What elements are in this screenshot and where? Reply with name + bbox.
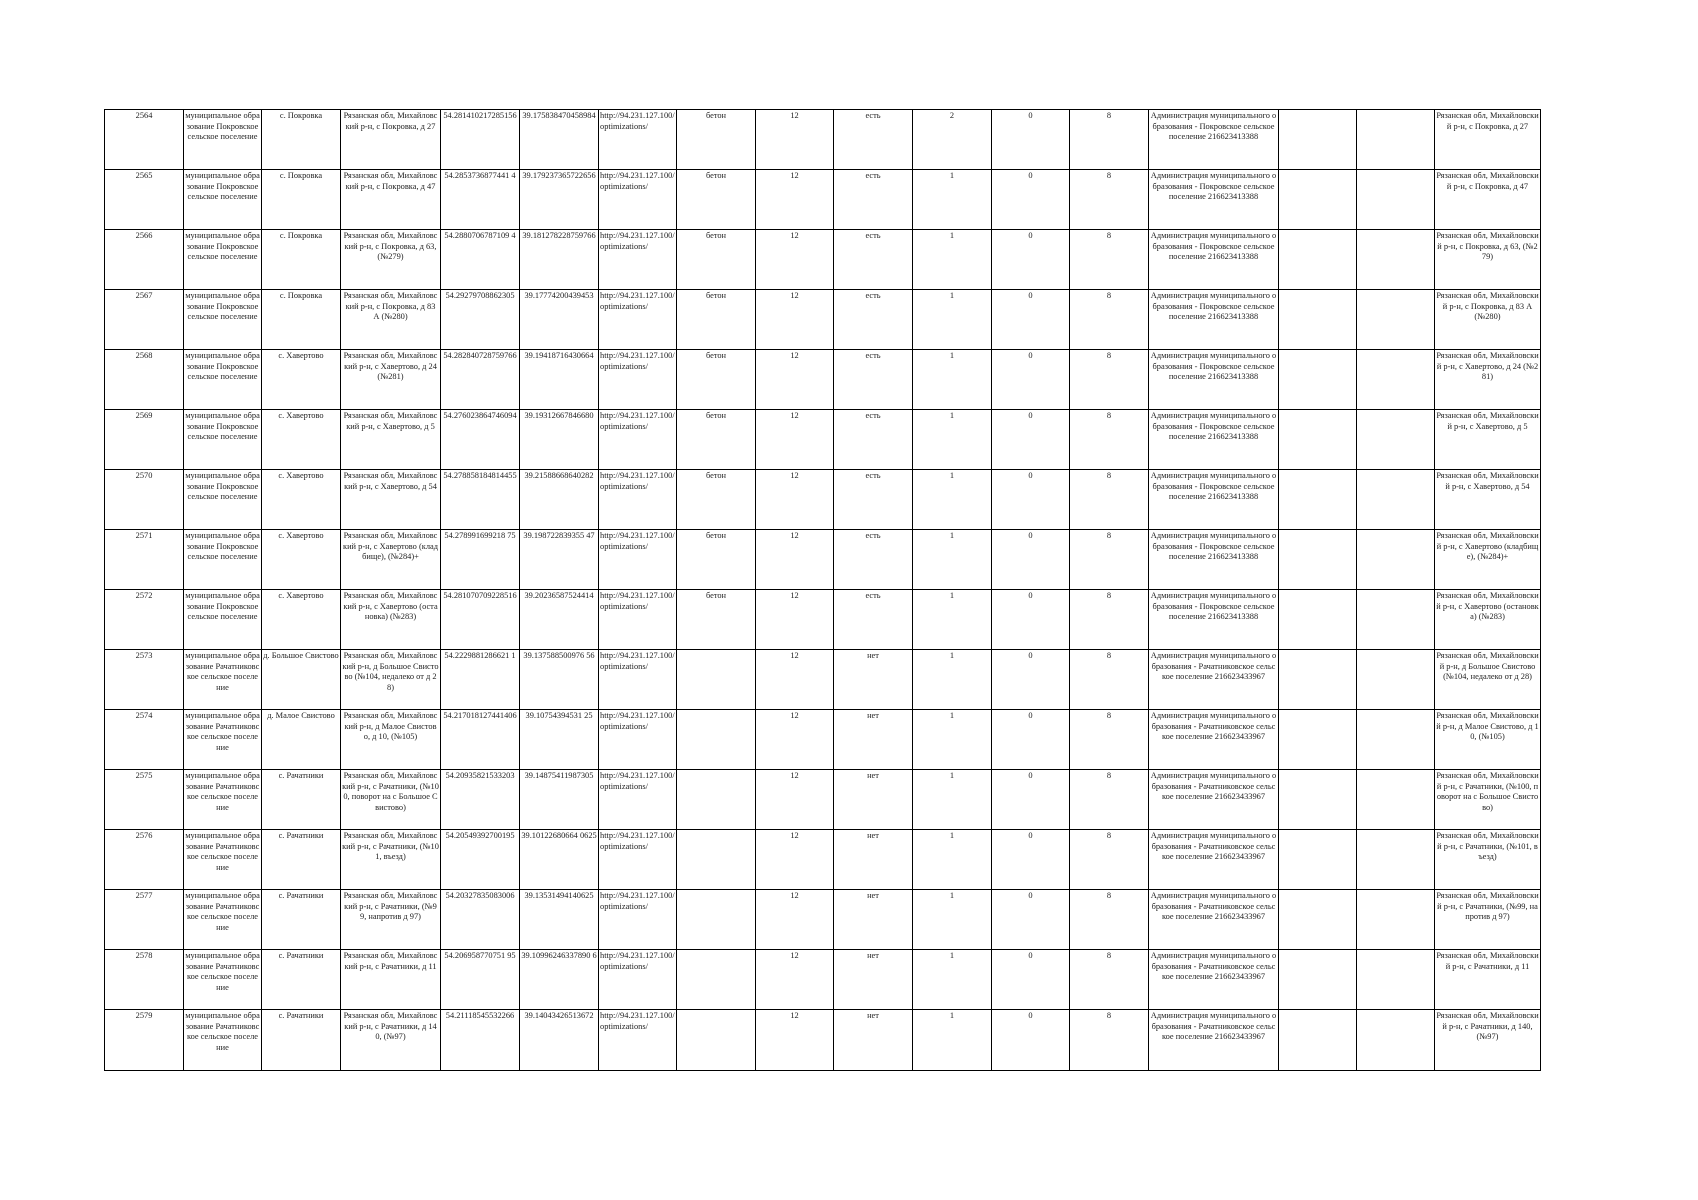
empty-cell (1279, 770, 1357, 830)
empty-cell (1357, 110, 1435, 170)
longitude: 39.181278228759766 (520, 230, 599, 290)
volume: 8 (1070, 650, 1149, 710)
photo-link[interactable]: http://94.231.127.100/optimizations/ (599, 890, 677, 950)
empty-cell (1357, 890, 1435, 950)
municipal-entity: муниципальное образование Покровское сельское поселение (184, 110, 262, 170)
latitude: 54.206958770751 95 (441, 950, 520, 1010)
municipal-entity: муниципальное образование Покровское сельское поселение (184, 470, 262, 530)
latitude: 54.278991699218 75 (441, 530, 520, 590)
municipal-entity: муниципальное образование Рачатниковское сельское поселение (184, 890, 262, 950)
longitude: 39.175838470458984 (520, 110, 599, 170)
surface-type (677, 650, 756, 710)
container-count: 1 (913, 830, 992, 890)
owner: Администрация муниципального образования - Покровское сельское поселение 216623413388 (1149, 290, 1279, 350)
address: Рязанская обл, Михайловский р-н, с Хавертово (кладбище), (№284)+ (341, 530, 441, 590)
registry-table (104, 109, 1541, 1071)
longitude: 39.179237365722656 (520, 170, 599, 230)
empty-cell (1357, 410, 1435, 470)
source-address: Рязанская обл, Михайловский р-н, с Хавертово (кладбище), (№284)+ (1435, 530, 1541, 590)
volume: 8 (1070, 170, 1149, 230)
municipal-entity: муниципальное образование Покровское сельское поселение (184, 230, 262, 290)
fence: нет (834, 890, 913, 950)
container-count: 1 (913, 710, 992, 770)
container-count: 1 (913, 590, 992, 650)
fence: есть (834, 410, 913, 470)
source-address: Рязанская обл, Михайловский р-н, с Хавертово, д 54 (1435, 470, 1541, 530)
latitude: 54.282840728759766 (441, 350, 520, 410)
address: Рязанская обл, Михайловский р-н, с Покровка, д 27 (341, 110, 441, 170)
table-row (105, 770, 1541, 830)
empty-cell (1279, 290, 1357, 350)
address: Рязанская обл, Михайловский р-н, с Покровка, д 83 А (№280) (341, 290, 441, 350)
table-row (105, 950, 1541, 1010)
address: Рязанская обл, Михайловский р-н, с Хавертово (остановка) (№283) (341, 590, 441, 650)
volume: 8 (1070, 770, 1149, 830)
source-address: Рязанская обл, Михайловский р-н, с Покровка, д 63, (№279) (1435, 230, 1541, 290)
photo-link[interactable]: http://94.231.127.100/optimizations/ (599, 950, 677, 1010)
table-row (105, 590, 1541, 650)
table-row (105, 350, 1541, 410)
address: Рязанская обл, Михайловский р-н, с Рачатники, д 11 (341, 950, 441, 1010)
area: 12 (756, 590, 834, 650)
owner: Администрация муниципального образования - Покровское сельское поселение 216623413388 (1149, 350, 1279, 410)
fence: есть (834, 170, 913, 230)
municipal-entity: муниципальное образование Покровское сельское поселение (184, 530, 262, 590)
owner: Администрация муниципального образования - Покровское сельское поселение 216623413388 (1149, 530, 1279, 590)
count-zero: 0 (992, 410, 1070, 470)
longitude: 39.20236587524414 (520, 590, 599, 650)
row-number: 2570 (105, 470, 184, 530)
empty-cell (1357, 950, 1435, 1010)
fence: есть (834, 470, 913, 530)
fence: есть (834, 350, 913, 410)
area: 12 (756, 1010, 834, 1071)
latitude: 54.281070709228516 (441, 590, 520, 650)
fence: есть (834, 290, 913, 350)
photo-link[interactable]: http://94.231.127.100/optimizations/ (599, 1010, 677, 1071)
owner: Администрация муниципального образования - Рачатниковское сельское поселение 216623433967 (1149, 830, 1279, 890)
longitude: 39.14875411987305 (520, 770, 599, 830)
municipal-entity: муниципальное образование Рачатниковское сельское поселение (184, 770, 262, 830)
container-count: 1 (913, 650, 992, 710)
surface-type: бетон (677, 110, 756, 170)
owner: Администрация муниципального образования - Рачатниковское сельское поселение 216623433967 (1149, 950, 1279, 1010)
locality: д. Малое Свистово (262, 710, 341, 770)
latitude: 54.2229881286621 1 (441, 650, 520, 710)
municipal-entity: муниципальное образование Рачатниковское сельское поселение (184, 1010, 262, 1071)
locality: с. Покровка (262, 230, 341, 290)
table-row (105, 530, 1541, 590)
table-row (105, 170, 1541, 230)
empty-cell (1357, 170, 1435, 230)
photo-link[interactable]: http://94.231.127.100/optimizations/ (599, 830, 677, 890)
empty-cell (1357, 290, 1435, 350)
area: 12 (756, 110, 834, 170)
surface-type: бетон (677, 230, 756, 290)
count-zero: 0 (992, 530, 1070, 590)
empty-cell (1357, 230, 1435, 290)
container-count: 1 (913, 170, 992, 230)
locality: д. Большое Свистово (262, 650, 341, 710)
latitude: 54.21118545532266 (441, 1010, 520, 1071)
empty-cell (1357, 650, 1435, 710)
area: 12 (756, 710, 834, 770)
photo-link[interactable]: http://94.231.127.100/optimizations/ (599, 350, 677, 410)
table-row (105, 470, 1541, 530)
locality: с. Рачатники (262, 950, 341, 1010)
latitude: 54.20549392700195 (441, 830, 520, 890)
locality: с. Рачатники (262, 830, 341, 890)
row-number: 2571 (105, 530, 184, 590)
latitude: 54.281410217285156 (441, 110, 520, 170)
owner: Администрация муниципального образования - Покровское сельское поселение 216623413388 (1149, 470, 1279, 530)
longitude: 39.198722839355 47 (520, 530, 599, 590)
longitude: 39.21588668640282 (520, 470, 599, 530)
volume: 8 (1070, 950, 1149, 1010)
table-row (105, 110, 1541, 170)
area: 12 (756, 470, 834, 530)
surface-type: бетон (677, 530, 756, 590)
empty-cell (1357, 350, 1435, 410)
longitude: 39.10754394531 25 (520, 710, 599, 770)
fence: нет (834, 710, 913, 770)
locality: с. Хавертово (262, 530, 341, 590)
fence: нет (834, 770, 913, 830)
empty-cell (1279, 470, 1357, 530)
source-address: Рязанская обл, Михайловский р-н, с Хавертово, д 24 (№281) (1435, 350, 1541, 410)
locality: с. Покровка (262, 170, 341, 230)
locality: с. Рачатники (262, 890, 341, 950)
municipal-entity: муниципальное образование Рачатниковское сельское поселение (184, 650, 262, 710)
table-body (105, 110, 1541, 1071)
municipal-entity: муниципальное образование Рачатниковское сельское поселение (184, 950, 262, 1010)
source-address: Рязанская обл, Михайловский р-н, с Покровка, д 83 А (№280) (1435, 290, 1541, 350)
photo-link[interactable]: http://94.231.127.100/optimizations/ (599, 710, 677, 770)
owner: Администрация муниципального образования - Рачатниковское сельское поселение 216623433967 (1149, 890, 1279, 950)
latitude: 54.2880706787109 4 (441, 230, 520, 290)
table-row (105, 1010, 1541, 1071)
surface-type: бетон (677, 290, 756, 350)
owner: Администрация муниципального образования - Рачатниковское сельское поселение 216623433967 (1149, 1010, 1279, 1071)
row-number: 2565 (105, 170, 184, 230)
area: 12 (756, 230, 834, 290)
source-address: Рязанская обл, Михайловский р-н, д Большое Свистово (№104, недалеко от д 28) (1435, 650, 1541, 710)
source-address: Рязанская обл, Михайловский р-н, с Рачатники, д 11 (1435, 950, 1541, 1010)
address: Рязанская обл, Михайловский р-н, д Большое Свистово (№104, недалеко от д 28) (341, 650, 441, 710)
address: Рязанская обл, Михайловский р-н, с Хавертово, д 54 (341, 470, 441, 530)
empty-cell (1279, 830, 1357, 890)
fence: есть (834, 530, 913, 590)
municipal-entity: муниципальное образование Покровское сельское поселение (184, 590, 262, 650)
source-address: Рязанская обл, Михайловский р-н, с Покровка, д 27 (1435, 110, 1541, 170)
address: Рязанская обл, Михайловский р-н, с Покровка, д 47 (341, 170, 441, 230)
photo-link[interactable]: http://94.231.127.100/optimizations/ (599, 590, 677, 650)
fence: нет (834, 1010, 913, 1071)
address: Рязанская обл, Михайловский р-н, с Покровка, д 63, (№279) (341, 230, 441, 290)
photo-link[interactable]: http://94.231.127.100/optimizations/ (599, 470, 677, 530)
longitude: 39.14043426513672 (520, 1010, 599, 1071)
volume: 8 (1070, 290, 1149, 350)
area: 12 (756, 950, 834, 1010)
area: 12 (756, 170, 834, 230)
count-zero: 0 (992, 830, 1070, 890)
municipal-entity: муниципальное образование Покровское сельское поселение (184, 350, 262, 410)
volume: 8 (1070, 830, 1149, 890)
source-address: Рязанская обл, Михайловский р-н, с Хавертово (остановка) (№283) (1435, 590, 1541, 650)
empty-cell (1357, 590, 1435, 650)
longitude: 39.13531494140625 (520, 890, 599, 950)
volume: 8 (1070, 350, 1149, 410)
container-count: 1 (913, 890, 992, 950)
empty-cell (1279, 230, 1357, 290)
count-zero: 0 (992, 470, 1070, 530)
row-number: 2575 (105, 770, 184, 830)
row-number: 2579 (105, 1010, 184, 1071)
container-count: 1 (913, 230, 992, 290)
table-row (105, 410, 1541, 470)
count-zero: 0 (992, 590, 1070, 650)
row-number: 2572 (105, 590, 184, 650)
count-zero: 0 (992, 650, 1070, 710)
table-row (105, 650, 1541, 710)
count-zero: 0 (992, 1010, 1070, 1071)
municipal-entity: муниципальное образование Покровское сельское поселение (184, 290, 262, 350)
volume: 8 (1070, 890, 1149, 950)
empty-cell (1279, 110, 1357, 170)
empty-cell (1357, 770, 1435, 830)
table-row (105, 230, 1541, 290)
volume: 8 (1070, 230, 1149, 290)
area: 12 (756, 410, 834, 470)
surface-type (677, 1010, 756, 1071)
row-number: 2573 (105, 650, 184, 710)
count-zero: 0 (992, 230, 1070, 290)
empty-cell (1279, 950, 1357, 1010)
photo-link[interactable]: http://94.231.127.100/optimizations/ (599, 110, 677, 170)
volume: 8 (1070, 530, 1149, 590)
photo-link[interactable]: http://94.231.127.100/optimizations/ (599, 230, 677, 290)
empty-cell (1279, 170, 1357, 230)
container-count: 1 (913, 950, 992, 1010)
municipal-entity: муниципальное образование Покровское сельское поселение (184, 410, 262, 470)
longitude: 39.10122680664 0625 (520, 830, 599, 890)
area: 12 (756, 650, 834, 710)
row-number: 2578 (105, 950, 184, 1010)
latitude: 54.29279708862305 (441, 290, 520, 350)
surface-type (677, 890, 756, 950)
fence: нет (834, 650, 913, 710)
empty-cell (1357, 530, 1435, 590)
latitude: 54.20327835083006 (441, 890, 520, 950)
locality: с. Хавертово (262, 470, 341, 530)
fence: есть (834, 590, 913, 650)
fence: нет (834, 830, 913, 890)
address: Рязанская обл, Михайловский р-н, с Хавертово, д 24 (№281) (341, 350, 441, 410)
container-count: 2 (913, 110, 992, 170)
empty-cell (1279, 530, 1357, 590)
locality: с. Рачатники (262, 1010, 341, 1071)
empty-cell (1279, 890, 1357, 950)
locality: с. Покровка (262, 110, 341, 170)
table-row (105, 290, 1541, 350)
count-zero: 0 (992, 950, 1070, 1010)
count-zero: 0 (992, 770, 1070, 830)
locality: с. Хавертово (262, 410, 341, 470)
locality: с. Хавертово (262, 350, 341, 410)
owner: Администрация муниципального образования - Рачатниковское сельское поселение 216623433967 (1149, 710, 1279, 770)
container-count: 1 (913, 770, 992, 830)
row-number: 2577 (105, 890, 184, 950)
source-address: Рязанская обл, Михайловский р-н, с Покровка, д 47 (1435, 170, 1541, 230)
source-address: Рязанская обл, Михайловский р-н, с Рачатники, (№99, напротив д 97) (1435, 890, 1541, 950)
municipal-entity: муниципальное образование Рачатниковское сельское поселение (184, 710, 262, 770)
owner: Администрация муниципального образования - Рачатниковское сельское поселение 216623433967 (1149, 770, 1279, 830)
row-number: 2567 (105, 290, 184, 350)
address: Рязанская обл, Михайловский р-н, с Рачатники, (№100, поворот на с Большое Свистово) (341, 770, 441, 830)
surface-type: бетон (677, 590, 756, 650)
volume: 8 (1070, 410, 1149, 470)
owner: Администрация муниципального образования - Покровское сельское поселение 216623413388 (1149, 170, 1279, 230)
empty-cell (1357, 1010, 1435, 1071)
table-row (105, 830, 1541, 890)
fence: нет (834, 950, 913, 1010)
container-count: 1 (913, 1010, 992, 1071)
photo-link[interactable]: http://94.231.127.100/optimizations/ (599, 770, 677, 830)
row-number: 2566 (105, 230, 184, 290)
table-row (105, 710, 1541, 770)
empty-cell (1279, 350, 1357, 410)
municipal-entity: муниципальное образование Рачатниковское сельское поселение (184, 830, 262, 890)
count-zero: 0 (992, 290, 1070, 350)
area: 12 (756, 890, 834, 950)
count-zero: 0 (992, 170, 1070, 230)
latitude: 54.217018127441406 (441, 710, 520, 770)
area: 12 (756, 350, 834, 410)
address: Рязанская обл, Михайловский р-н, с Хавертово, д 5 (341, 410, 441, 470)
municipal-entity: муниципальное образование Покровское сельское поселение (184, 170, 262, 230)
count-zero: 0 (992, 350, 1070, 410)
source-address: Рязанская обл, Михайловский р-н, с Рачатники, (№100, поворот на с Большое Свистово) (1435, 770, 1541, 830)
row-number: 2568 (105, 350, 184, 410)
locality: с. Хавертово (262, 590, 341, 650)
count-zero: 0 (992, 710, 1070, 770)
latitude: 54.20935821533203 (441, 770, 520, 830)
photo-link[interactable]: http://94.231.127.100/optimizations/ (599, 650, 677, 710)
surface-type: бетон (677, 170, 756, 230)
empty-cell (1279, 590, 1357, 650)
owner: Администрация муниципального образования - Покровское сельское поселение 216623413388 (1149, 230, 1279, 290)
longitude: 39.10996246337890 6 (520, 950, 599, 1010)
longitude: 39.19312667846680 (520, 410, 599, 470)
area: 12 (756, 530, 834, 590)
owner: Администрация муниципального образования - Покровское сельское поселение 216623413388 (1149, 110, 1279, 170)
longitude: 39.19418716430664 (520, 350, 599, 410)
address: Рязанская обл, Михайловский р-н, с Рачатники, д 140, (№97) (341, 1010, 441, 1071)
empty-cell (1279, 1010, 1357, 1071)
area: 12 (756, 830, 834, 890)
count-zero: 0 (992, 890, 1070, 950)
photo-link[interactable]: http://94.231.127.100/optimizations/ (599, 170, 677, 230)
area: 12 (756, 290, 834, 350)
photo-link[interactable]: http://94.231.127.100/optimizations/ (599, 530, 677, 590)
source-address: Рязанская обл, Михайловский р-н, с Хавертово, д 5 (1435, 410, 1541, 470)
container-count: 1 (913, 410, 992, 470)
latitude: 54.278858184814455 (441, 470, 520, 530)
owner: Администрация муниципального образования - Покровское сельское поселение 216623413388 (1149, 410, 1279, 470)
address: Рязанская обл, Михайловский р-н, с Рачатники, (№99, напротив д 97) (341, 890, 441, 950)
source-address: Рязанская обл, Михайловский р-н, с Рачатники, (№101, въезд) (1435, 830, 1541, 890)
count-zero: 0 (992, 110, 1070, 170)
row-number: 2564 (105, 110, 184, 170)
volume: 8 (1070, 470, 1149, 530)
address: Рязанская обл, Михайловский р-н, с Рачатники, (№101, въезд) (341, 830, 441, 890)
surface-type (677, 710, 756, 770)
photo-link[interactable]: http://94.231.127.100/optimizations/ (599, 410, 677, 470)
surface-type (677, 950, 756, 1010)
empty-cell (1357, 710, 1435, 770)
photo-link[interactable]: http://94.231.127.100/optimizations/ (599, 290, 677, 350)
latitude: 54.2853736877441 4 (441, 170, 520, 230)
area: 12 (756, 770, 834, 830)
row-number: 2576 (105, 830, 184, 890)
owner: Администрация муниципального образования - Покровское сельское поселение 216623413388 (1149, 590, 1279, 650)
locality: с. Покровка (262, 290, 341, 350)
container-count: 1 (913, 350, 992, 410)
longitude: 39.17774200439453 (520, 290, 599, 350)
fence: есть (834, 230, 913, 290)
longitude: 39.137588500976 56 (520, 650, 599, 710)
container-count: 1 (913, 470, 992, 530)
address: Рязанская обл, Михайловский р-н, д Малое Свистово, д 10, (№105) (341, 710, 441, 770)
container-count: 1 (913, 530, 992, 590)
row-number: 2574 (105, 710, 184, 770)
source-address: Рязанская обл, Михайловский р-н, с Рачатники, д 140, (№97) (1435, 1010, 1541, 1071)
empty-cell (1357, 830, 1435, 890)
volume: 8 (1070, 590, 1149, 650)
source-address: Рязанская обл, Михайловский р-н, д Малое Свистово, д 10, (№105) (1435, 710, 1541, 770)
fence: есть (834, 110, 913, 170)
row-number: 2569 (105, 410, 184, 470)
volume: 8 (1070, 110, 1149, 170)
volume: 8 (1070, 710, 1149, 770)
empty-cell (1357, 470, 1435, 530)
empty-cell (1279, 650, 1357, 710)
owner: Администрация муниципального образования - Рачатниковское сельское поселение 216623433967 (1149, 650, 1279, 710)
surface-type (677, 770, 756, 830)
empty-cell (1279, 710, 1357, 770)
surface-type: бетон (677, 410, 756, 470)
volume: 8 (1070, 1010, 1149, 1071)
empty-cell (1279, 410, 1357, 470)
surface-type (677, 830, 756, 890)
surface-type: бетон (677, 350, 756, 410)
locality: с. Рачатники (262, 770, 341, 830)
table-row (105, 890, 1541, 950)
surface-type: бетон (677, 470, 756, 530)
latitude: 54.276023864746094 (441, 410, 520, 470)
container-count: 1 (913, 290, 992, 350)
